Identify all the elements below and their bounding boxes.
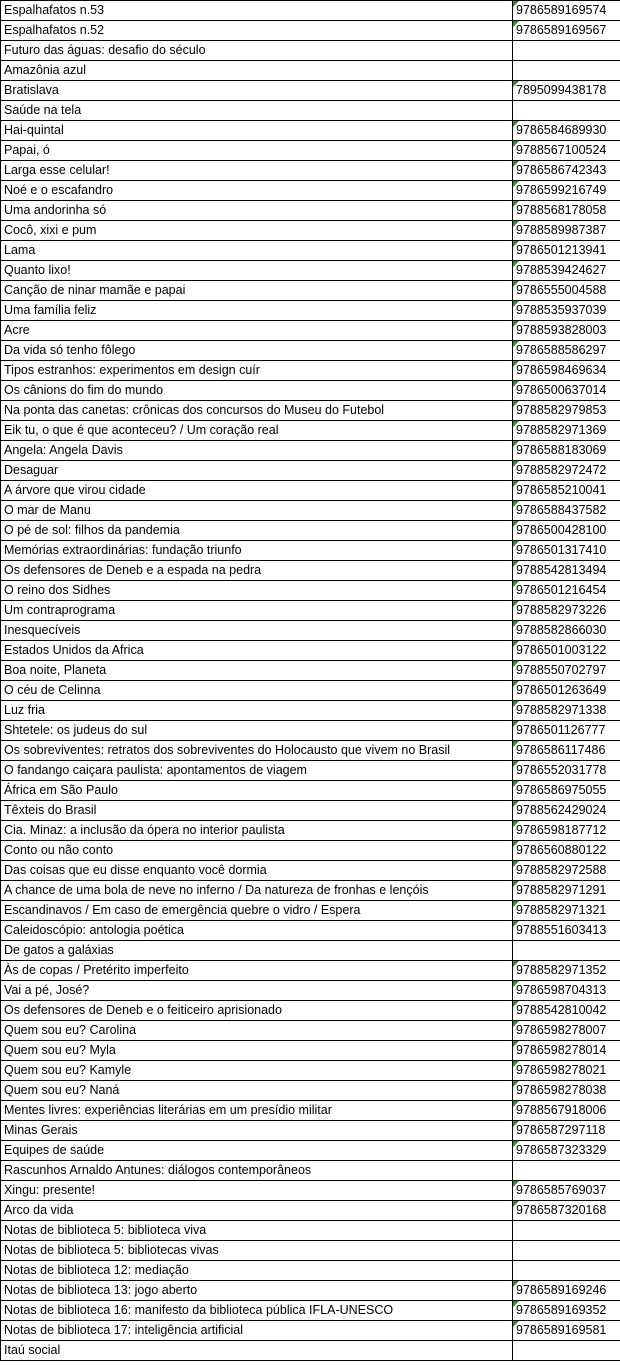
table-row[interactable] [1,261,620,281]
table-row[interactable] [1,501,620,521]
table-row[interactable] [1,1201,620,1221]
table-row[interactable] [1,881,620,901]
isbn-cell[interactable] [513,41,620,61]
title-cell[interactable]: Rascunhos Arnaldo Antunes: diálogos contemporâneos [1,1161,513,1181]
title-cell[interactable]: Caleidoscópio: antologia poética [1,921,513,941]
isbn-cell[interactable]: 9786598704313 [513,981,620,1001]
isbn-cell[interactable]: 9788582979853 [513,401,620,421]
table-row[interactable] [1,321,620,341]
title-cell[interactable]: Shtetele: os judeus do sul [1,721,513,741]
title-cell[interactable]: Espalhafatos n.52 [1,21,513,41]
title-cell[interactable]: Notas de biblioteca 5: bibliotecas vivas [1,1241,513,1261]
table-row[interactable] [1,301,620,321]
isbn-cell[interactable]: 9788582971321 [513,901,620,921]
title-cell[interactable]: Equipes de saúde [1,1141,513,1161]
title-cell[interactable]: Futuro das águas: desafio do século [1,41,513,61]
title-cell[interactable]: Quem sou eu? Naná [1,1081,513,1101]
isbn-cell[interactable]: 9786598469634 [513,361,620,381]
table-row[interactable] [1,481,620,501]
title-cell[interactable]: Notas de biblioteca 5: biblioteca viva [1,1221,513,1241]
title-cell[interactable]: Escandinavos / Em caso de emergência quebre o vidro / Espera [1,901,513,921]
title-cell[interactable]: Desaguar [1,461,513,481]
table-row[interactable] [1,341,620,361]
isbn-cell[interactable]: 9786598278014 [513,1041,620,1061]
isbn-cell[interactable]: 9786589169246 [513,1281,620,1301]
isbn-cell[interactable]: 9786588437582 [513,501,620,521]
isbn-cell[interactable]: 9788582973226 [513,601,620,621]
table-row[interactable] [1,921,620,941]
table-row[interactable] [1,1161,620,1181]
title-cell[interactable]: Um contraprograma [1,601,513,621]
table-row[interactable] [1,1321,620,1341]
title-cell[interactable]: A árvore que virou cidade [1,481,513,501]
isbn-cell[interactable]: 9786501126777 [513,721,620,741]
isbn-cell[interactable] [513,1161,620,1181]
table-row[interactable] [1,941,620,961]
title-cell[interactable]: Vai a pé, José? [1,981,513,1001]
table-row[interactable] [1,521,620,541]
isbn-cell[interactable]: 9786588586297 [513,341,620,361]
isbn-cell[interactable]: 9788582971369 [513,421,620,441]
isbn-cell[interactable]: 9786501263649 [513,681,620,701]
title-cell[interactable]: Quem sou eu? Carolina [1,1021,513,1041]
table-row[interactable] [1,121,620,141]
spreadsheet-body [1,1,620,1361]
table-row[interactable] [1,1001,620,1021]
isbn-cell[interactable]: 9788582971338 [513,701,620,721]
title-cell[interactable]: Xingu: presente! [1,1181,513,1201]
table-row[interactable] [1,541,620,561]
table-row[interactable] [1,201,620,221]
table-row[interactable] [1,861,620,881]
isbn-cell[interactable]: 9786598278007 [513,1021,620,1041]
table-row[interactable] [1,441,620,461]
table-row[interactable] [1,141,620,161]
table-row[interactable] [1,961,620,981]
title-cell[interactable]: Uma família feliz [1,301,513,321]
table-row[interactable] [1,281,620,301]
title-cell[interactable]: De gatos a galáxias [1,941,513,961]
title-cell[interactable]: Na ponta das canetas: crônicas dos concursos do Museu do Futebol [1,401,513,421]
title-cell[interactable]: Noé e o escafandro [1,181,513,201]
title-cell[interactable]: Quem sou eu? Myla [1,1041,513,1061]
title-cell[interactable]: Itaú social [1,1341,513,1361]
title-cell[interactable]: Notas de biblioteca 13: jogo aberto [1,1281,513,1301]
title-cell[interactable]: Angela: Angela Davis [1,441,513,461]
table-row[interactable] [1,981,620,1001]
title-cell[interactable]: Estados Unidos da Africa [1,641,513,661]
isbn-cell[interactable]: 9786599216749 [513,181,620,201]
isbn-cell[interactable]: 9786555004588 [513,281,620,301]
title-cell[interactable]: Notas de biblioteca 16: manifesto da biblioteca pública IFLA-UNESCO [1,1301,513,1321]
title-cell[interactable]: Os sobreviventes: retratos dos sobreviventes do Holocausto que vivem no Brasil [1,741,513,761]
title-cell[interactable]: Eik tu, o que é que aconteceu? / Um coração real [1,421,513,441]
title-cell[interactable]: Espalhafatos n.53 [1,1,513,21]
table-row[interactable] [1,661,620,681]
title-cell[interactable]: Quem sou eu? Kamyle [1,1061,513,1081]
isbn-cell[interactable] [513,1341,620,1361]
title-cell[interactable]: Quanto lixo! [1,261,513,281]
title-cell[interactable]: Lama [1,241,513,261]
title-cell[interactable]: Os cânions do fim do mundo [1,381,513,401]
table-row[interactable] [1,381,620,401]
table-row[interactable] [1,1281,620,1301]
isbn-cell[interactable]: 9788539424627 [513,261,620,281]
title-cell[interactable]: Cocô, xixi e pum [1,221,513,241]
table-row[interactable] [1,601,620,621]
isbn-cell[interactable]: 9786501216454 [513,581,620,601]
isbn-cell[interactable]: 9786598278038 [513,1081,620,1101]
title-cell[interactable]: Arco da vida [1,1201,513,1221]
table-row[interactable] [1,841,620,861]
title-cell[interactable]: Canção de ninar mamãe e papai [1,281,513,301]
title-cell[interactable]: Minas Gerais [1,1121,513,1141]
isbn-cell[interactable]: 9788593828003 [513,321,620,341]
table-row[interactable] [1,1,620,21]
table-row[interactable] [1,641,620,661]
isbn-cell[interactable]: 9788582971352 [513,961,620,981]
table-row[interactable] [1,361,620,381]
title-cell[interactable]: Das coisas que eu disse enquanto você dormia [1,861,513,881]
title-cell[interactable]: Bratislava [1,81,513,101]
title-cell[interactable]: Têxteis do Brasil [1,801,513,821]
isbn-cell[interactable]: 9786586975055 [513,781,620,801]
title-cell[interactable]: Memórias extraordinárias: fundação triunfo [1,541,513,561]
table-row[interactable] [1,1101,620,1121]
title-cell[interactable]: O reino dos Sidhes [1,581,513,601]
isbn-cell[interactable]: 9786501213941 [513,241,620,261]
title-cell[interactable]: Boa noite, Planeta [1,661,513,681]
table-row[interactable] [1,21,620,41]
table-row[interactable] [1,821,620,841]
title-cell[interactable]: Luz fria [1,701,513,721]
title-cell[interactable]: Cia. Minaz: a inclusão da ópera no interior paulista [1,821,513,841]
table-row[interactable] [1,1241,620,1261]
table-row[interactable] [1,761,620,781]
table-row[interactable] [1,581,620,601]
title-cell[interactable]: Amazônia azul [1,61,513,81]
isbn-cell[interactable]: 9786560880122 [513,841,620,861]
isbn-cell[interactable]: 9788542810042 [513,1001,620,1021]
isbn-cell[interactable]: 9788535937039 [513,301,620,321]
table-row[interactable] [1,1181,620,1201]
title-cell[interactable]: O céu de Celinna [1,681,513,701]
table-row[interactable] [1,1221,620,1241]
table-row[interactable] [1,81,620,101]
table-row[interactable] [1,1021,620,1041]
title-cell[interactable]: Papai, ó [1,141,513,161]
isbn-cell[interactable]: 9786586742343 [513,161,620,181]
title-cell[interactable]: Tipos estranhos: experimentos em design cuír [1,361,513,381]
isbn-cell[interactable]: 9786589169567 [513,21,620,41]
title-cell[interactable]: Inesquecíveis [1,621,513,641]
title-cell[interactable]: Hai-quintal [1,121,513,141]
table-row[interactable] [1,1301,620,1321]
isbn-cell[interactable]: 9786589169352 [513,1301,620,1321]
table-row[interactable] [1,621,620,641]
table-row[interactable] [1,781,620,801]
isbn-cell[interactable]: 9786500637014 [513,381,620,401]
isbn-cell[interactable]: 9788567918006 [513,1101,620,1121]
title-cell[interactable]: Às de copas / Pretérito imperfeito [1,961,513,981]
isbn-cell[interactable]: 9788582971291 [513,881,620,901]
isbn-cell[interactable]: 9788567100524 [513,141,620,161]
table-row[interactable] [1,1041,620,1061]
table-row[interactable] [1,1341,620,1361]
table-row[interactable] [1,181,620,201]
isbn-cell[interactable]: 9788582866030 [513,621,620,641]
table-row[interactable] [1,721,620,741]
title-cell[interactable]: A chance de uma bola de neve no inferno / Da natureza de fronhas e lençóis [1,881,513,901]
isbn-cell[interactable]: 9786587320168 [513,1201,620,1221]
table-row[interactable] [1,401,620,421]
title-cell[interactable]: Acre [1,321,513,341]
table-row[interactable] [1,561,620,581]
table-row[interactable] [1,41,620,61]
isbn-cell[interactable]: 9786598187712 [513,821,620,841]
isbn-cell[interactable]: 9786500428100 [513,521,620,541]
table-row[interactable] [1,801,620,821]
title-cell[interactable]: Larga esse celular! [1,161,513,181]
isbn-cell[interactable]: 9786501003122 [513,641,620,661]
table-row[interactable] [1,101,620,121]
isbn-cell[interactable]: 9788568178058 [513,201,620,221]
title-cell[interactable]: Mentes livres: experiências literárias em um presídio militar [1,1101,513,1121]
isbn-cell[interactable]: 9786587297118 [513,1121,620,1141]
isbn-cell[interactable]: 9786598278021 [513,1061,620,1081]
isbn-cell[interactable]: 9788582972472 [513,461,620,481]
isbn-cell[interactable]: 9786586117486 [513,741,620,761]
title-cell[interactable]: Notas de biblioteca 17: inteligência artificial [1,1321,513,1341]
isbn-cell[interactable]: 9786587323329 [513,1141,620,1161]
table-row[interactable] [1,461,620,481]
table-row[interactable] [1,221,620,241]
title-cell[interactable]: África em São Paulo [1,781,513,801]
isbn-cell[interactable] [513,1241,620,1261]
table-row[interactable] [1,61,620,81]
title-cell[interactable]: Notas de biblioteca 12: mediação [1,1261,513,1281]
isbn-cell[interactable]: 9786585769037 [513,1181,620,1201]
isbn-cell[interactable]: 9788551603413 [513,921,620,941]
isbn-cell[interactable]: 9788542813494 [513,561,620,581]
table-row[interactable] [1,1061,620,1081]
isbn-cell[interactable]: 9786589169574 [513,1,620,21]
isbn-cell[interactable]: 9786584689930 [513,121,620,141]
title-cell[interactable]: Uma andorinha só [1,201,513,221]
title-cell[interactable]: O fandango caiçara paulista: apontamentos de viagem [1,761,513,781]
isbn-cell[interactable]: 9786585210041 [513,481,620,501]
table-row[interactable] [1,241,620,261]
title-cell[interactable]: Da vida só tenho fôlego [1,341,513,361]
title-cell[interactable]: Os defensores de Deneb e o feiticeiro aprisionado [1,1001,513,1021]
isbn-cell[interactable] [513,941,620,961]
isbn-cell[interactable] [513,101,620,121]
table-row[interactable] [1,161,620,181]
title-cell[interactable]: Os defensores de Deneb e a espada na pedra [1,561,513,581]
isbn-cell[interactable]: 9788589987387 [513,221,620,241]
table-row[interactable] [1,901,620,921]
title-cell[interactable]: Saúde na tela [1,101,513,121]
table-row[interactable] [1,741,620,761]
table-row[interactable] [1,701,620,721]
table-row[interactable] [1,1261,620,1281]
isbn-cell[interactable]: 9786552031778 [513,761,620,781]
title-cell[interactable]: O pé de sol: filhos da pandemia [1,521,513,541]
table-row[interactable] [1,1081,620,1101]
isbn-cell[interactable]: 9788582972588 [513,861,620,881]
isbn-cell[interactable]: 9786589169581 [513,1321,620,1341]
isbn-cell[interactable]: 9786588183069 [513,441,620,461]
title-cell[interactable]: O mar de Manu [1,501,513,521]
isbn-cell[interactable] [513,1261,620,1281]
isbn-cell[interactable]: 9786501317410 [513,541,620,561]
isbn-cell[interactable]: 9788562429024 [513,801,620,821]
table-row[interactable] [1,1141,620,1161]
title-cell[interactable]: Conto ou não conto [1,841,513,861]
isbn-cell[interactable] [513,1221,620,1241]
table-row[interactable] [1,421,620,441]
isbn-cell[interactable] [513,61,620,81]
table-row[interactable] [1,1121,620,1141]
table-row[interactable] [1,681,620,701]
isbn-cell[interactable]: 9788550702797 [513,661,620,681]
isbn-cell[interactable]: 7895099438178 [513,81,620,101]
